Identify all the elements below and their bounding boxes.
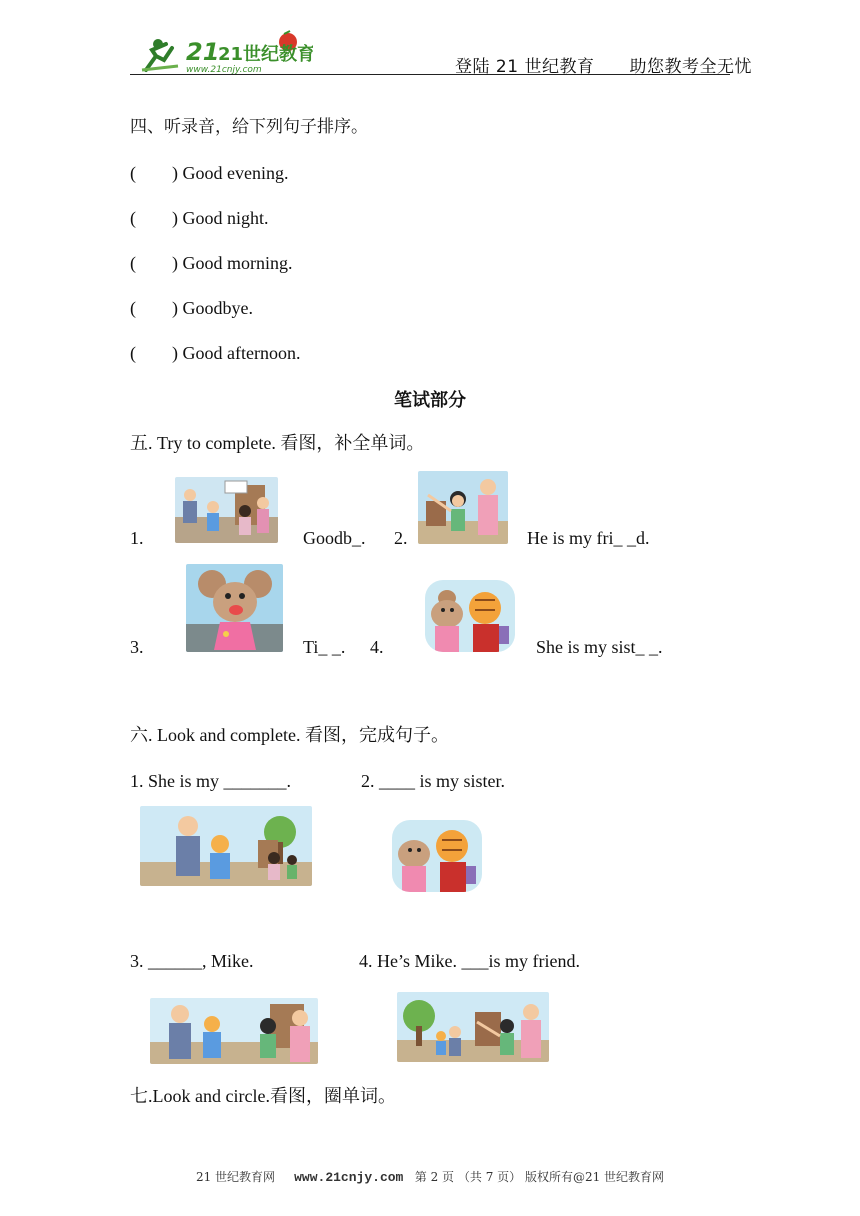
footer-url[interactable]: www.21cnjy.com — [294, 1170, 404, 1185]
goodbye-mike-picture — [150, 998, 318, 1064]
mouse-tiger-picture — [392, 820, 482, 892]
section5-heading: 五. Try to complete. 看图，补全单词。 — [130, 433, 425, 453]
tina-mouse-picture — [186, 564, 283, 652]
section4-heading: 四、听录音，给下列句子排序。 — [130, 117, 368, 137]
item-number: 4. — [370, 637, 384, 657]
order-item: ( ) Good night. — [130, 208, 269, 228]
section7-heading: 七.Look and circle.看图，圈单词。 — [130, 1086, 396, 1106]
item-number: 1. — [130, 528, 144, 548]
order-item: ( ) Good morning. — [130, 253, 293, 273]
fill-word: He is my fri_ _d. — [527, 528, 650, 548]
runner-logo-icon — [138, 30, 313, 78]
order-item: ( ) Goodbye. — [130, 298, 253, 318]
sentence-question: 2. ____ is my sister. — [361, 771, 506, 791]
item-number: 3. — [130, 637, 144, 657]
footer-page-info: 第 2 页 （共 7 页） 版权所有@21 世纪教育网 — [414, 1170, 665, 1184]
family-walk-picture — [140, 806, 312, 886]
order-item: ( ) Good evening. — [130, 163, 289, 183]
fill-word: She is my sist_ _. — [536, 637, 663, 657]
friend-picture — [418, 471, 508, 544]
logo-text: 21世纪教育 — [218, 44, 313, 65]
item-number: 2. — [394, 528, 408, 548]
header-slogan: 登陆 21 世纪教育 助您教考全无忧 — [455, 57, 752, 77]
section6-heading: 六. Look and complete. 看图，完成句子。 — [130, 725, 449, 745]
order-item: ( ) Good afternoon. — [130, 343, 301, 363]
sentence-question: 4. He’s Mike. ___is my friend. — [359, 951, 580, 971]
sentence-question: 1. She is my _______. — [130, 771, 292, 791]
page-footer — [0, 1168, 860, 1185]
sentence-question: 3. ______, Mike. — [130, 951, 254, 971]
fill-word: Ti_ _. — [303, 637, 346, 657]
site-logo — [138, 30, 313, 78]
svg-text:21: 21 — [186, 38, 220, 66]
logo-url: www.21cnjy.com — [186, 65, 262, 75]
goodbye-picture — [175, 477, 278, 543]
header-divider — [130, 74, 730, 75]
fill-word: Goodb_. — [303, 528, 366, 548]
mike-friend-picture — [397, 992, 549, 1062]
footer-site-name: 21 世纪教育网 — [195, 1170, 276, 1184]
sister-picture — [425, 580, 515, 652]
written-part-title: 笔试部分 — [394, 390, 466, 411]
